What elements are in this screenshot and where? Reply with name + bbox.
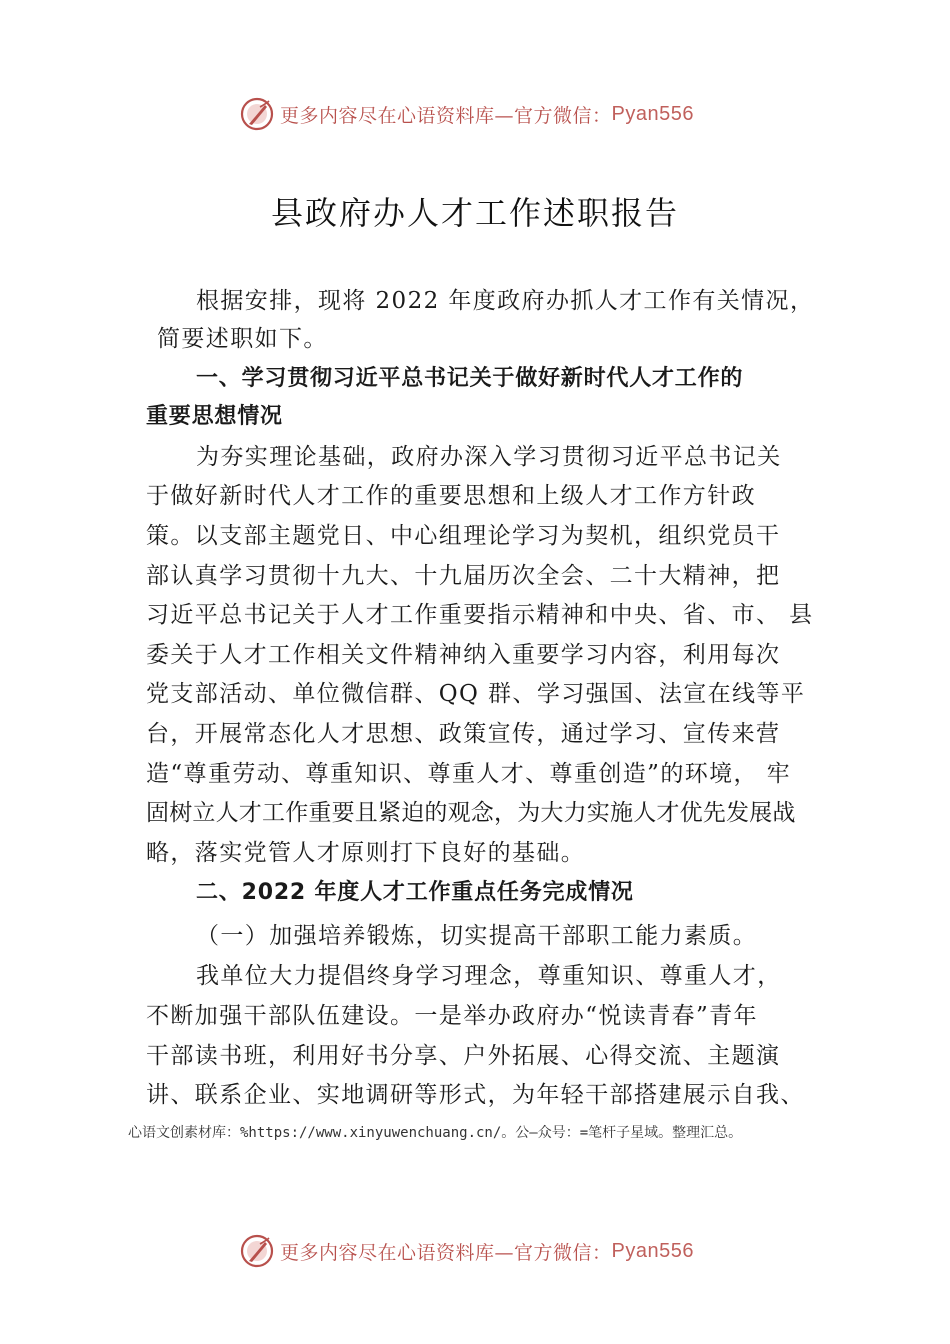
section-heading: 一、学习贯彻习近平总书记关于做好新时代人才工作的 (196, 366, 744, 391)
paragraph-line: 固树立人才工作重要且紧迫的观念，为大力实施人才优先发展战 (146, 800, 796, 826)
paragraph-line: 略，落实党管人才原则打下良好的基础。 (146, 840, 586, 866)
section-heading: 重要思想情况 (146, 404, 283, 429)
banner-text: 更多内容尽在心语资料库—官方微信： (280, 1241, 612, 1264)
paragraph-line: 于做好新时代人才工作的重要思想和上级人才工作方针政 (146, 483, 756, 509)
paragraph-line: 讲、联系企业、实地调研等形式，为年轻干部搭建展示自我、 (146, 1082, 805, 1108)
paragraph-line: 委关于人才工作相关文件精神纳入重要学习内容，利用每次 (146, 642, 781, 668)
paragraph-line: 策。以支部主题党日、中心组理论学习为契机，组织党员干 (146, 523, 781, 549)
paragraph-line: 根据安排，现将 2022 年度政府办抓人才工作有关情况， (196, 288, 815, 314)
top-banner (240, 96, 694, 132)
bottom-banner (240, 1233, 694, 1269)
paragraph-line: 造“尊重劳动、尊重知识、尊重人才、尊重创造”的环境， 牢 (146, 761, 792, 787)
banner-wechat-id: Pyan556 (611, 102, 694, 125)
banner-wechat-id: Pyan556 (611, 1239, 694, 1262)
paragraph-line: 不断加强干部队伍建设。一是举办政府办“悦读青春”青年 (146, 1003, 758, 1029)
quill-logo-icon (240, 97, 274, 131)
paragraph-line: 台，开展常态化人才思想、政策宣传，通过学习、宣传来营 (146, 721, 781, 747)
subsection-heading: （一）加强培养锻炼，切实提高干部职工能力素质。 (196, 923, 758, 949)
paragraph-line: 习近平总书记关于人才工作重要指示精神和中央、省、市、 县 (146, 602, 814, 628)
source-footer-note: 心语文创素材库：%https://www.xinyuwenchuang.cn/。公—众号：=笔杆子星域。整理汇总。 (128, 1125, 743, 1141)
quill-logo-icon (240, 1234, 274, 1268)
section-heading: 二、2022 年度人才工作重点任务完成情况 (196, 880, 634, 905)
paragraph-line: 为夯实理论基础，政府办深入学习贯彻习近平总书记关 (196, 444, 782, 470)
document-title: 县政府办人才工作述职报告 (270, 194, 679, 232)
paragraph-line: 我单位大力提倡终身学习理念，尊重知识、尊重人才， (196, 963, 782, 989)
paragraph-line: 部认真学习贯彻十九大、十九届历次全会、二十大精神，把 (146, 563, 781, 589)
paragraph-line: 简要述职如下。 (157, 326, 328, 352)
paragraph-line: 干部读书班，利用好书分享、户外拓展、心得交流、主题演 (146, 1043, 781, 1069)
paragraph-line: 党支部活动、单位微信群、QQ 群、学习强国、法宣在线等平 (146, 681, 806, 707)
banner-text: 更多内容尽在心语资料库—官方微信： (280, 104, 612, 127)
